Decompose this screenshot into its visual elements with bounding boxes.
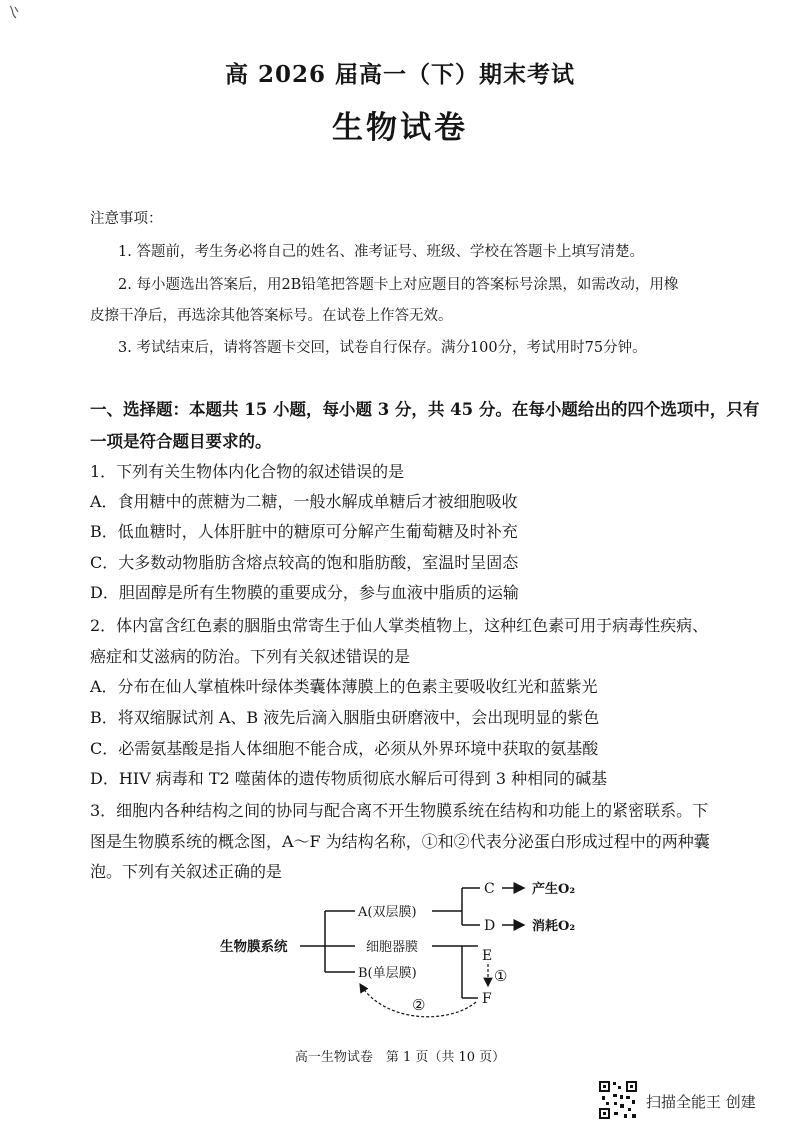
membrane-concept-diagram — [210, 872, 610, 1032]
section-heading-line-1: 一、选择题：本题共 15 小题，每小题 3 分，共 45 分。在每小题给出的四个选项中，只有 — [90, 400, 760, 419]
diagram-node-d: D — [484, 918, 496, 934]
notes-item-2-line-2: 皮擦干净后，再选涂其他答案标号。在试卷上作答无效。 — [90, 308, 453, 324]
q2-option-b: B．将双缩脲试剂 A、B 液先后滴入胭脂虫研磨液中，会出现明显的紫色 — [90, 708, 600, 727]
q3-stem-line-2: 图是生物膜系统的概念图，A～F 为结构名称，①和②代表分泌蛋白形成过程中的两种囊 — [90, 832, 710, 851]
q1-option-b: B．低血糖时，人体肝脏中的糖原可分解产生葡萄糖及时补充 — [90, 522, 518, 541]
diagram-node-c: C — [484, 881, 495, 897]
q3-stem-line-3: 泡。下列有关叙述正确的是 — [90, 862, 283, 881]
q1-option-c: C．大多数动物脂肪含熔点较高的饱和脂肪酸，室温时呈固态 — [90, 553, 519, 572]
diagram-node-b: B(单层膜) — [358, 966, 417, 981]
diagram-node-a: A(双层膜) — [358, 905, 417, 920]
q2-stem-line-2: 癌症和艾滋病的防治。下列有关叙述错误的是 — [90, 647, 411, 666]
diagram-node-f: F — [482, 991, 492, 1007]
diagram-c-output: 产生O₂ — [532, 882, 576, 897]
section-heading-line-2: 一项是符合题目要求的。 — [90, 432, 272, 451]
corner-mark-icon — [6, 4, 26, 24]
diagram-node-e: E — [482, 948, 493, 964]
q1-option-a: A．食用糖中的蔗糖为二糖，一般水解成单糖后才被细胞吸收 — [90, 492, 518, 511]
qr-code-icon — [598, 1080, 638, 1120]
q2-option-d: D．HIV 病毒和 T2 噬菌体的遗传物质彻底水解后可得到 3 种相同的碱基 — [90, 769, 608, 788]
exam-title: 高 2026 届高一（下）期末考试 — [224, 61, 576, 88]
diagram-node-organelle: 细胞器膜 — [366, 940, 419, 955]
notes-item-3: 3. 考试结束后，请将答题卡交回，试卷自行保存。满分100分，考试用时75分钟。 — [118, 340, 647, 356]
page-footer: 高一生物试卷 第 1 页（共 10 页） — [294, 1050, 506, 1065]
notes-item-2-line-1: 2. 每小题选出答案后，用2B铅笔把答题卡上对应题目的答案标号涂黑，如需改动，用橡 — [118, 277, 679, 293]
notes-item-1: 1. 答题前，考生务必将自己的姓名、准考证号、班级、学校在答题卡上填写清楚。 — [118, 244, 644, 260]
q1-option-d: D．胆固醇是所有生物膜的重要成分，参与血液中脂质的运输 — [90, 583, 519, 602]
q2-option-a: A．分布在仙人掌植株叶绿体类囊体薄膜上的色素主要吸收红光和蓝紫光 — [90, 677, 598, 696]
q1-stem: 1．下列有关生物体内化合物的叙述错误的是 — [90, 462, 405, 481]
q2-option-c: C．必需氨基酸是指人体细胞不能合成，必须从外界环境中获取的氨基酸 — [90, 739, 599, 758]
diagram-vesicle-1: ① — [494, 967, 508, 985]
scanner-watermark: 扫描全能王 创建 — [646, 1093, 756, 1111]
diagram-d-output: 消耗O₂ — [532, 919, 576, 934]
notes-heading: 注意事项： — [90, 211, 163, 227]
diagram-root-label: 生物膜系统 — [220, 939, 288, 955]
diagram-vesicle-2: ② — [412, 996, 426, 1014]
q3-stem-line-1: 3．细胞内各种结构之间的协同与配合离不开生物膜系统在结构和功能上的紧密联系。下 — [90, 801, 709, 820]
q2-stem-line-1: 2．体内富含红色素的胭脂虫常寄生于仙人掌类植物上，这种红色素可用于病毒性疾病、 — [90, 616, 709, 635]
subject-title: 生物试卷 — [332, 110, 468, 146]
